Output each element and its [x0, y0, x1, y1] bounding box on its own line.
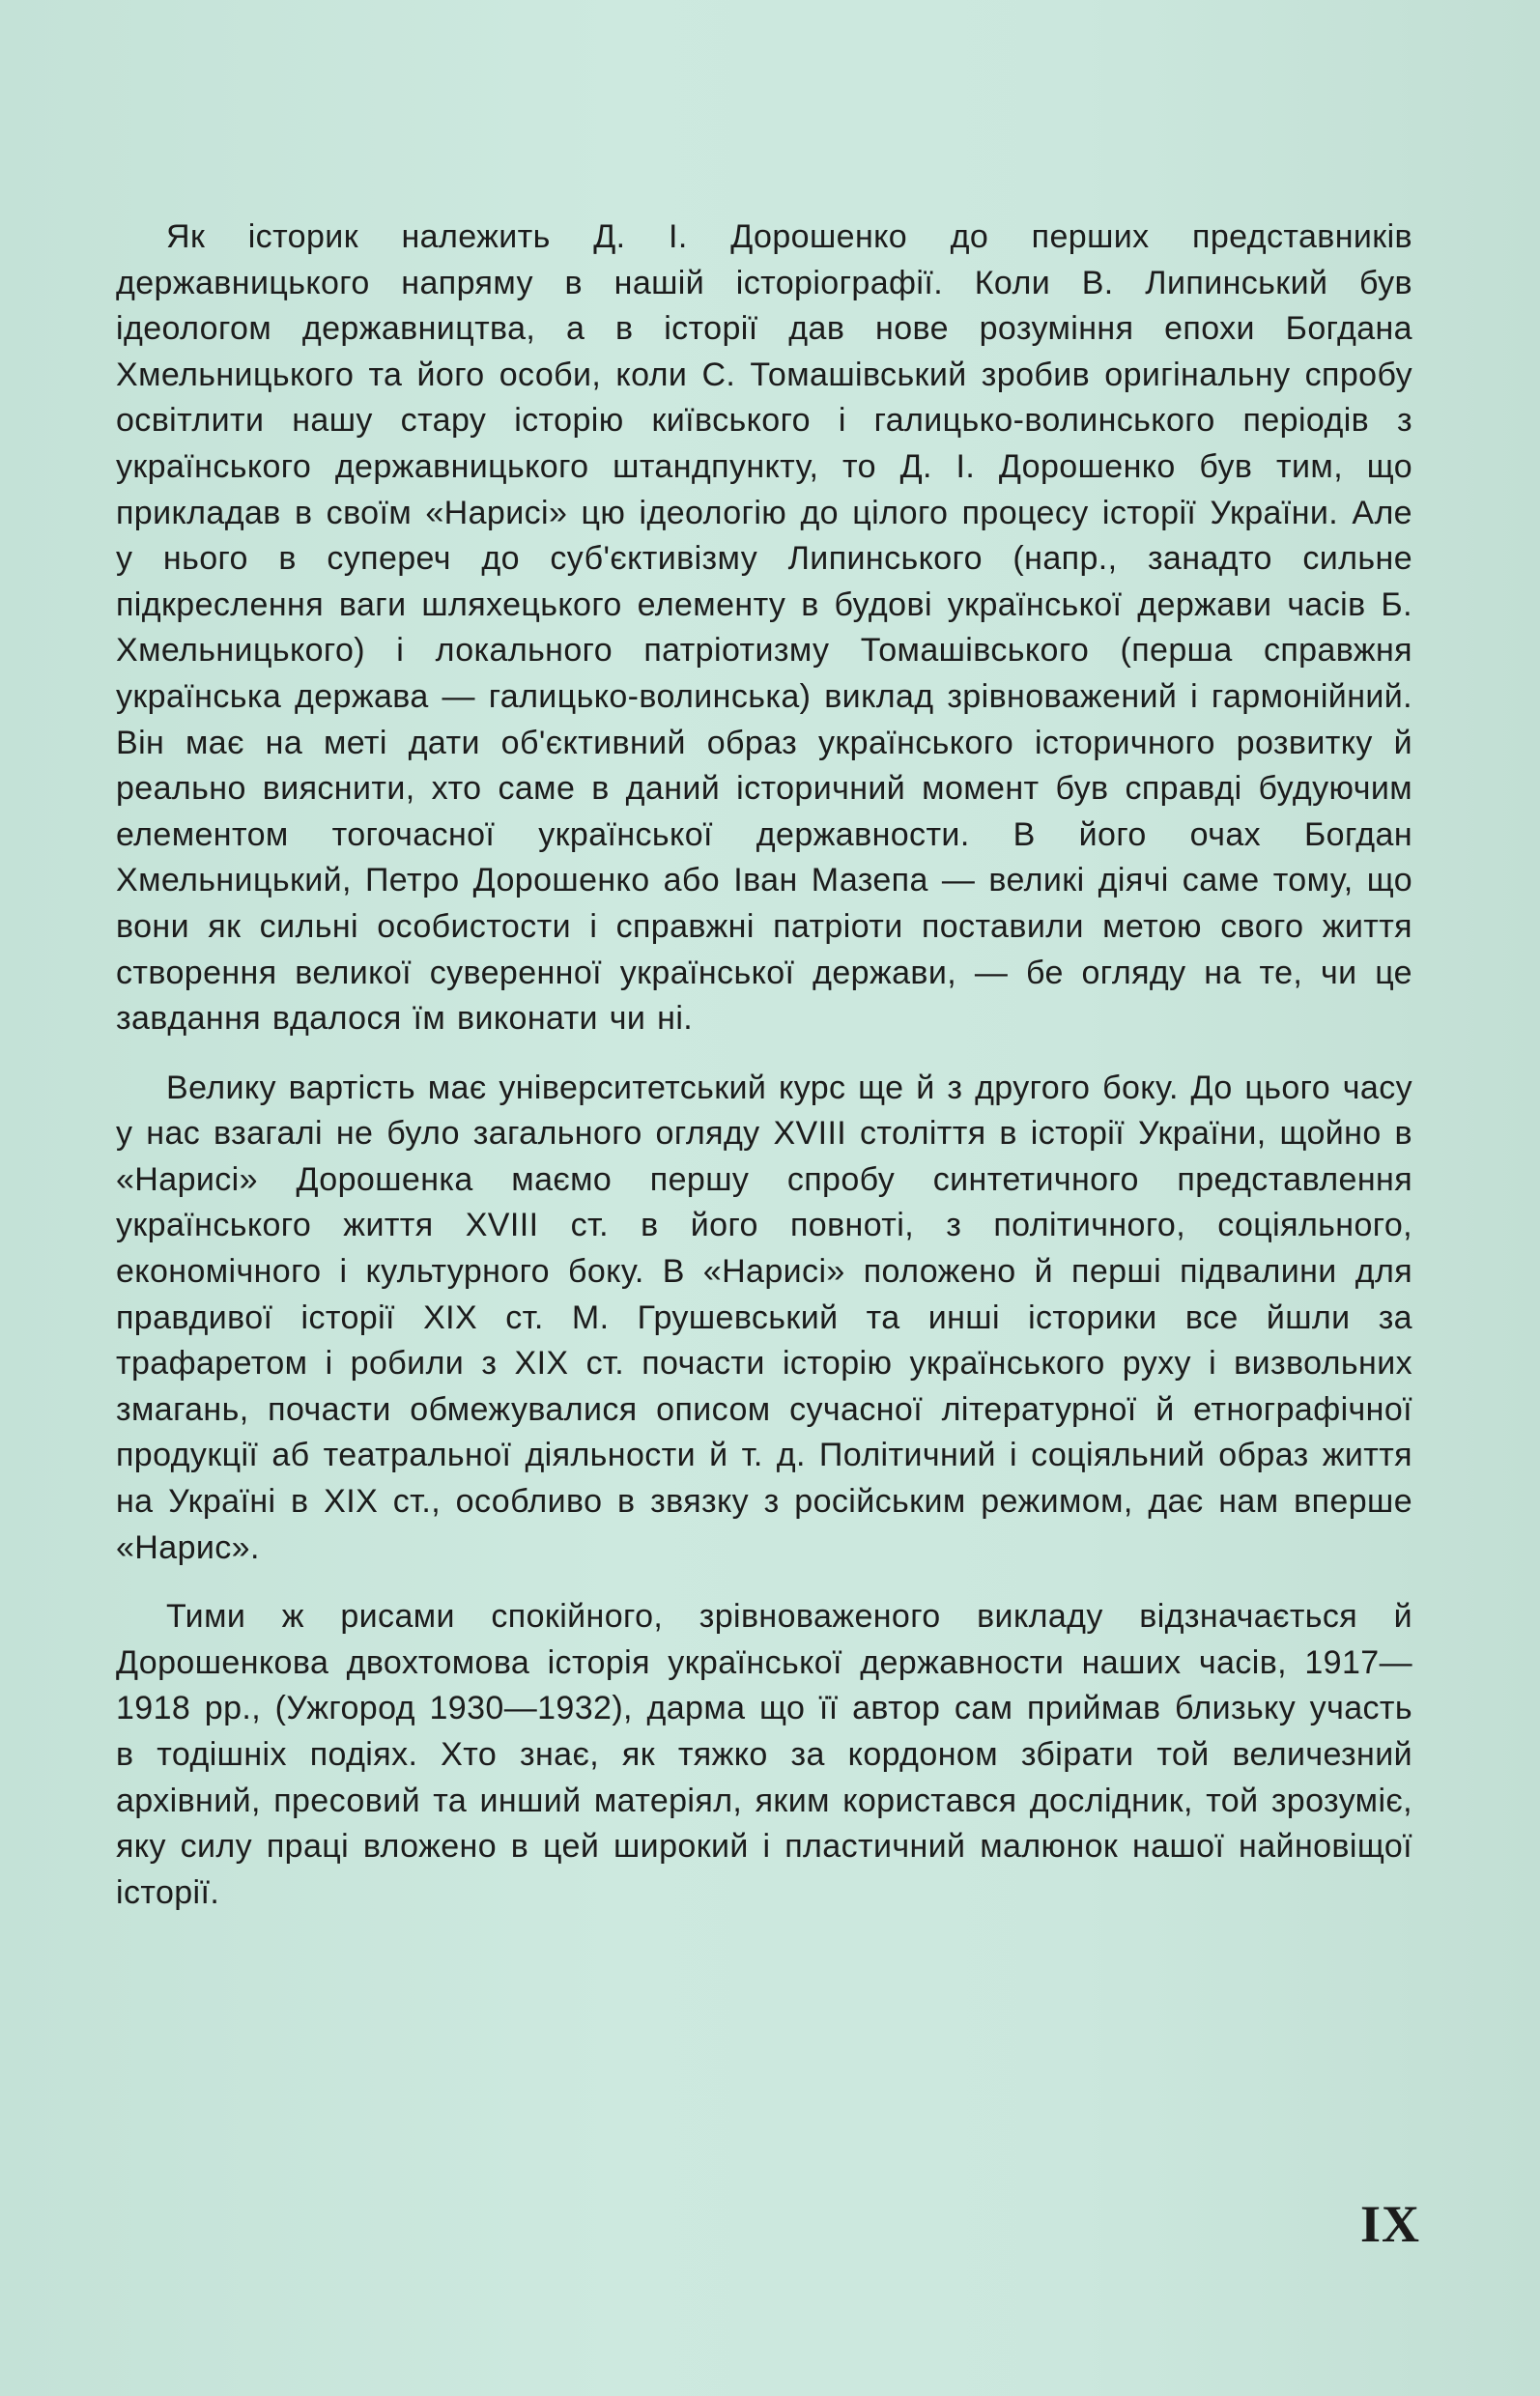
main-text: [116, 214, 1412, 1916]
paragraph-2: Велику вартість має університетський курс ще й з другого боку. До цього часу у нас взагалі не було загального огляду XVIII століття в історії України, щойно в «Нарисі» Дорошенка маємо першу спробу синтетичного представлення українського життя XVIII ст. в його повноті, з політичного, соціяльного, економічного і культурного боку. В «Нарисі» положено й перші підвалини для правдивої історії XIX ст. М. Грушевський та инші історики все йшли за трафаретом і робили з XIX ст. почасти історію українського руху і визвольних змагань, почасти обмежувалися описом сучасної літературної й етнографічної продукції аб театральної діяльности й т. д. Політичний і соціяльний образ життя на Україні в XIX ст., особливо в звязку з російським режимом, дає нам вперше «Нарис».: [116, 1069, 1412, 1566]
paragraph-3: Тими ж рисами спокійного, зрівноваженого викладу відзначається й Дорошенкова двохтомова історія української державности наших часів, 1917—1918 рр., (Ужгород 1930—1932), дарма що її автор сам приймав близьку участь в тодішніх подіях. Хто знає, як тяжко за кордоном збірати той величезний архівний, пресовий та инший матеріял, яким користався дослідник, той зрозуміє, яку силу праці вложено в цей широкий і пластичний малюнок нашої найновіщої історії.: [116, 1598, 1412, 1911]
paragraph-1: Як історик належить Д. І. Дорошенко до перших представників державницького напряму в нашій історіографії. Коли В. Липинський був ідеологом державництва, а в історії дав нове розуміння епохи Богдана Хмельницького та його особи, коли С. Томашівський зробив оригінальну спробу освітлити нашу стару історію київського і галицько-волинського періодів з українського державницького штандпункту, то Д. І. Дорошенко був тим, що прикладав в своїм «Нарисі» цю ідеологію до цілого процесу історії України. Але у нього в супереч до суб'єктивізму Липинського (напр., занадто сильне підкреслення ваги шляхецького елементу в будові української держави часів Б. Хмельницького) і локального патріотизму Томашівського (перша справжня українська держава — галицько-волинська) виклад зрівноважений і гармонійний. Він має на меті дати об'єктивний образ українського історичного розвитку й реально вияснити, хто саме в даний історичний момент був справді будуючим елементом тогочасної української державности. В його очах Богдан Хмельницький, Петро Дорошенко або Іван Мазепа — великі діячі саме тому, що вони як сильні особистости і справжні патріоти поставили метою свого життя створення великої суверенної української держави, — бе огляду на те, чи це завдання вдалося їм виконати чи ні.: [116, 218, 1412, 1038]
page-number: IX: [1359, 2195, 1420, 2253]
